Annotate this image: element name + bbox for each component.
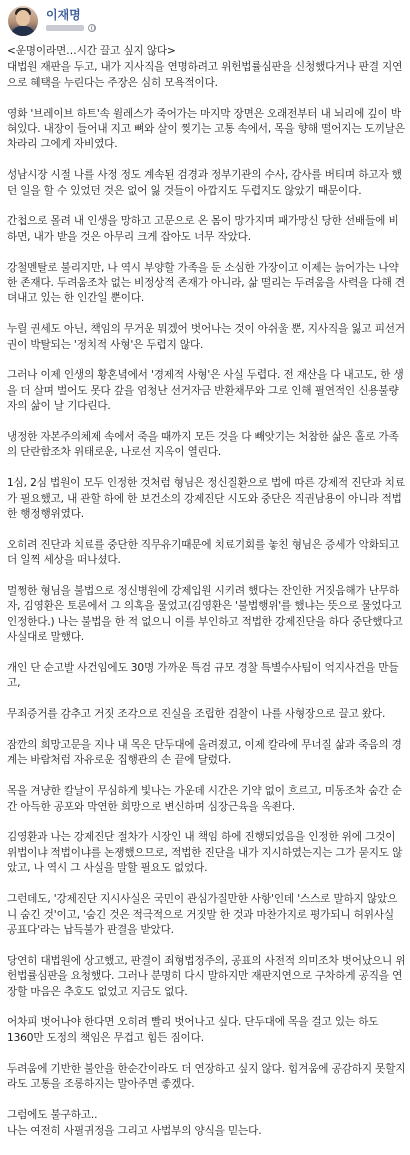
post-paragraph: 그럼에도 불구하고..: [7, 1108, 98, 1121]
post-paragraph: 멀쩡한 형님을 불법으로 정신병원에 강제입원 시키려 했다는 잔인한 거짓음해가 난무하자, 김영환은 토론에서 그 의혹을 물었고(김영환은 '불법행위'를 했냐는 뜻으로 물었다고 인정한다.) 나는 불법을 한 적 없으니 이를 부인하고 적법한 강제진단을 하다 중단했다고 사실대로 말했다.: [7, 585, 403, 644]
post-paragraph: 두려움에 기반한 불안을 한순간이라도 더 연장하고 싶지 않다. 힘겨움에 공감하지 못할지라도 고통을 조롱하지는 말아주면 좋겠다.: [7, 1062, 406, 1090]
post-title: <운명이라면…시간 끌고 싶지 않다>: [7, 45, 176, 57]
post-header: [0, 0, 410, 42]
post-paragraph: 성남시장 시절 나를 사정 정도 계속된 검경과 정부기관의 수사, 감사를 버티며 하고자 했던 일을 할 수 있었던 것은 없어 잃 것들이 아깝지도 두렵지도 않았기 때문이다.: [7, 169, 402, 197]
post-paragraph: 그러나 이제 인생의 황혼녘에서 '경제적 사형'은 사실 두렵다. 전 재산을 다 내고도, 한 생을 더 살며 벌어도 못다 갚을 엄청난 선거자금 반환채무와 그로 인해 필연적인 신용불량자의 삶이 날 기다린다.: [7, 369, 404, 413]
post-paragraph: 어차피 벗어나야 한다면 오히려 빨리 벗어나고 싶다. 단두대에 목을 걸고 있는 하도 1360만 도정의 책임은 무겁고 힘든 짐이다.: [7, 1016, 379, 1044]
post-paragraph: 그런데도, '강제진단 지시사실은 국민이 관심가질만한 사항'인데 '스스로 말하지 않았으니 숨긴 것'이고, '숨긴 것은 적극적으로 거짓말 한 것과 마찬가지로 평가되니 허위사실 공표다'라는 납득불가 판결을 받았다.: [7, 893, 398, 936]
post-paragraph: 목을 겨냥한 칼날이 무심하게 빛나는 가운데 시간은 기약 없이 흐르고, 미동조차 숨간 순간 아득한 공포와 막연한 희망으로 변신하며 심장근육을 옥죈다.: [7, 785, 402, 813]
post-paragraph: 당연히 대법원에 상고했고, 판결이 죄형법정주의, 공표의 사전적 의미조차 벗어났으니 위헌법률심판을 요청했다. 그러나 분명히 다시 말하지만 재판지연으로 구차하게 공직을 연장할 마음은 추호도 없었고 지금도 없다.: [7, 954, 406, 998]
post-paragraph: 1심, 2심 법원이 모두 인정한 것처럼 형님은 정신질환으로 법에 따른 강제적 진단과 치료가 필요했고, 내 관할 하에 한 보건소의 강제진단 시도와 중단은 직권남용이 아니라 적법한 행정행위였다.: [7, 477, 405, 521]
redacted-timestamp: [46, 25, 84, 31]
avatar-face: [16, 10, 30, 26]
post-meta: [46, 24, 96, 32]
post-paragraph: 강철멘탈로 불리지만, 나 역시 부양할 가족을 둔 소심한 가장이고 이제는 늙어가는 나약한 존재다. 두려움조차 없는 비정상적 존재가 아니라, 삶 떨리는 두려움을 사력을 다해 견뎌내고 있는 한 인간일 뿐이다.: [7, 261, 405, 305]
post-paragraph: 영화 '브레이브 하트'속 윌레스가 죽어가는 마지막 장면은 오래전부터 내 뇌리에 깊이 박혀있다. 내장이 들어내 지고 뼈와 살이 찢기는 고통 속에서, 목을 향해 떨어지는 도끼날은 차라리 그에게 자비였다.: [7, 107, 405, 151]
post-paragraph: 오히려 진단과 치료를 중단한 직무유기때문에 치료기회를 놓친 형님은 증세가 악화되고 더 일찍 세상을 떠나셨다.: [7, 538, 399, 567]
post-paragraph: 간첩으로 몰려 내 인생을 망하고 고문으로 온 몸이 망가지며 패가망신 당한 선배들에 비하면, 내가 받을 것은 아무리 크게 잡아도 너무 작았다.: [7, 215, 399, 243]
post-paragraph: 냉정한 자본주의체제 속에서 죽을 때까지 모든 것을 다 빼앗기는 처참한 삶은 홀로 가족의 단란함조차 위태로운, 나로선 지옥이 열린다.: [7, 431, 399, 459]
globe-icon: [88, 24, 96, 32]
post-paragraph: 개인 단 순고발 사건임에도 30명 가까운 특검 규모 경찰 특별수사팀이 억지사건을 만들고,: [7, 662, 399, 690]
post-paragraph: 김영환과 나는 강제진단 절차가 시장인 내 책임 하에 진행되었음을 인정한 위에 그것이 위법이냐 적법이냐를 논쟁했으므로, 적법한 진단을 내가 지시하였는지는 그가 묻지도 않았고, 나 역시 그 사실을 말할 필요도 없었다.: [7, 831, 403, 875]
post-closing-line: 나는 여전히 사필귀정을 그리고 사법부의 양식을 믿는다.: [7, 1125, 262, 1138]
post-paragraph: 누릴 권세도 아닌, 책임의 무거운 뭐겠어 벗어나는 것이 아쉬울 뿐, 지사직을 잃고 피선거권이 박탈되는 '정치적 사형'은 두렵지 않다.: [7, 323, 405, 351]
post-body: [7, 44, 406, 1155]
post-paragraph: 대법원 재판을 두고, 내가 지사직을 연명하려고 위헌법률심판을 신청했다거나 판결 지연으로 혜택을 누린다는 주장은 심히 모욕적이다.: [7, 61, 403, 89]
avatar[interactable]: [8, 6, 38, 36]
avatar-suit: [11, 26, 35, 36]
post-paragraph: 잠깐의 희망고문을 지나 내 목은 단두대에 올려졌고, 이제 칼라에 무너질 삶과 죽음의 경계는 바람처럼 자유로운 집행관의 손 끝에 달렸다.: [7, 739, 402, 767]
author-name[interactable]: 이재명: [46, 8, 81, 22]
post-paragraph: 무죄증거를 감추고 거짓 조각으로 진실을 조립한 검찰이 나를 사형장으로 끌고 왔다.: [7, 708, 386, 721]
